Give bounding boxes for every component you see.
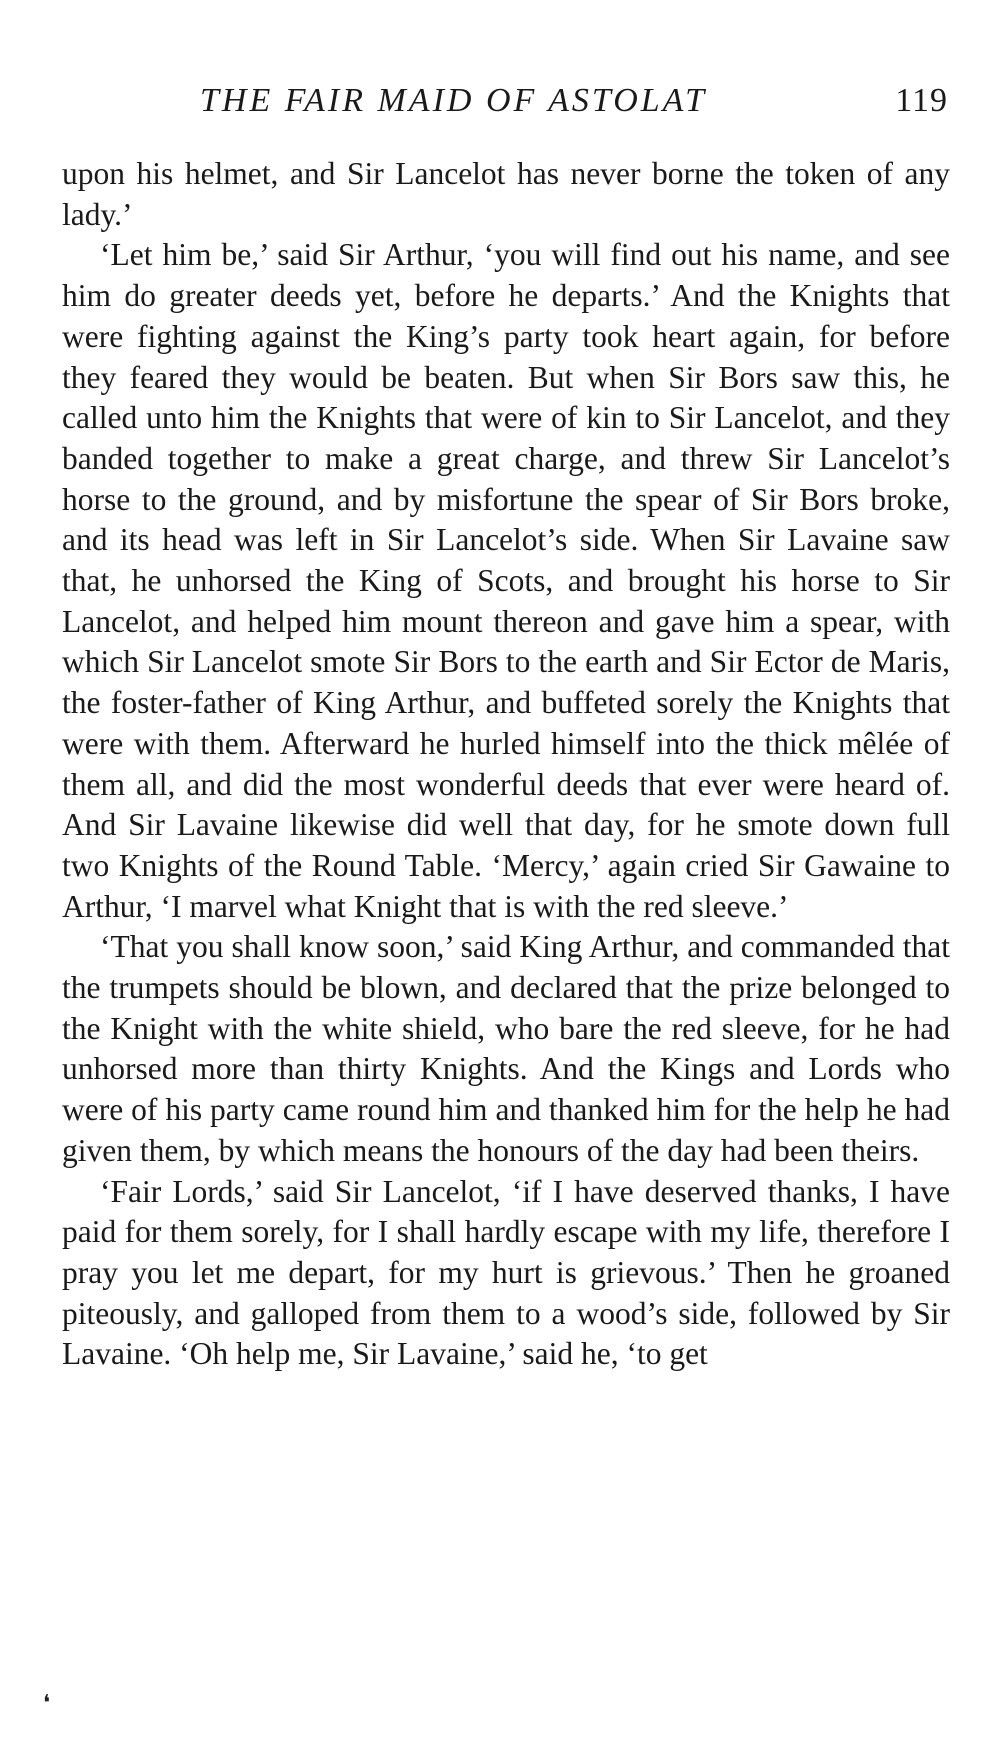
running-title: THE FAIR MAID OF ASTOLAT: [200, 82, 708, 119]
paragraph-4: ‘Fair Lords,’ said Sir Lancelot, ‘if I have deserved thanks, I have paid for them sorely, for I shall hardly escape with my life, therefore I pray you let me depart, for my hurt is grievous.’ Then he groaned piteously, and galloped from them to a wood’s side, followed by Sir Lavaine. ‘Oh help me, Sir Lavaine,’ said he, ‘to get: [62, 1173, 950, 1372]
paragraph-1: upon his helmet, and Sir Lancelot has never borne the token of any lady.’: [62, 156, 950, 232]
paragraph-3: ‘That you shall know soon,’ said King Arthur, and commanded that the trumpets should be blown, and declared that the prize belonged to the Knight with the white shield, who bare the red sleeve, for he had unhorsed more than thirty Knights. And the Kings and Lords who were of his party came round him and thanked him for the help he had given them, by which means the honours of the day had been theirs.: [62, 929, 950, 1168]
ink-mark: ❛: [43, 1690, 51, 1715]
body-text: [62, 154, 950, 1375]
page-number: 119: [895, 82, 948, 119]
page-header: [200, 78, 948, 124]
paragraph-2: ‘Let him be,’ said Sir Arthur, ‘you will find out his name, and see him do greater deeds yet, before he departs.’ And the Knights that were fighting against the King’s party took heart again, for before they feared they would be beaten. But when Sir Bors saw this, he called unto him the Knights that were of kin to Sir Lancelot, and they banded together to make a great charge, and threw Sir Lancelot’s horse to the ground, and by misfortune the spear of Sir Bors broke, and its head was left in Sir Lancelot’s side. When Sir Lavaine saw that, he unhorsed the King of Scots, and brought his horse to Sir Lancelot, and helped him mount thereon and gave him a spear, with which Sir Lancelot smote Sir Bors to the earth and Sir Ector de Maris, the foster-father of King Arthur, and buffeted sorely the Knights that were with them. Afterward he hurled himself into the thick mêlée of them all, and did the most wonderful deeds that ever were heard of. And Sir Lavaine likewise did well that day, for he smote down full two Knights of the Round Table. ‘Mercy,’ again cried Sir Gawaine to Arthur, ‘I marvel what Knight that is with the red sleeve.’: [62, 237, 950, 924]
